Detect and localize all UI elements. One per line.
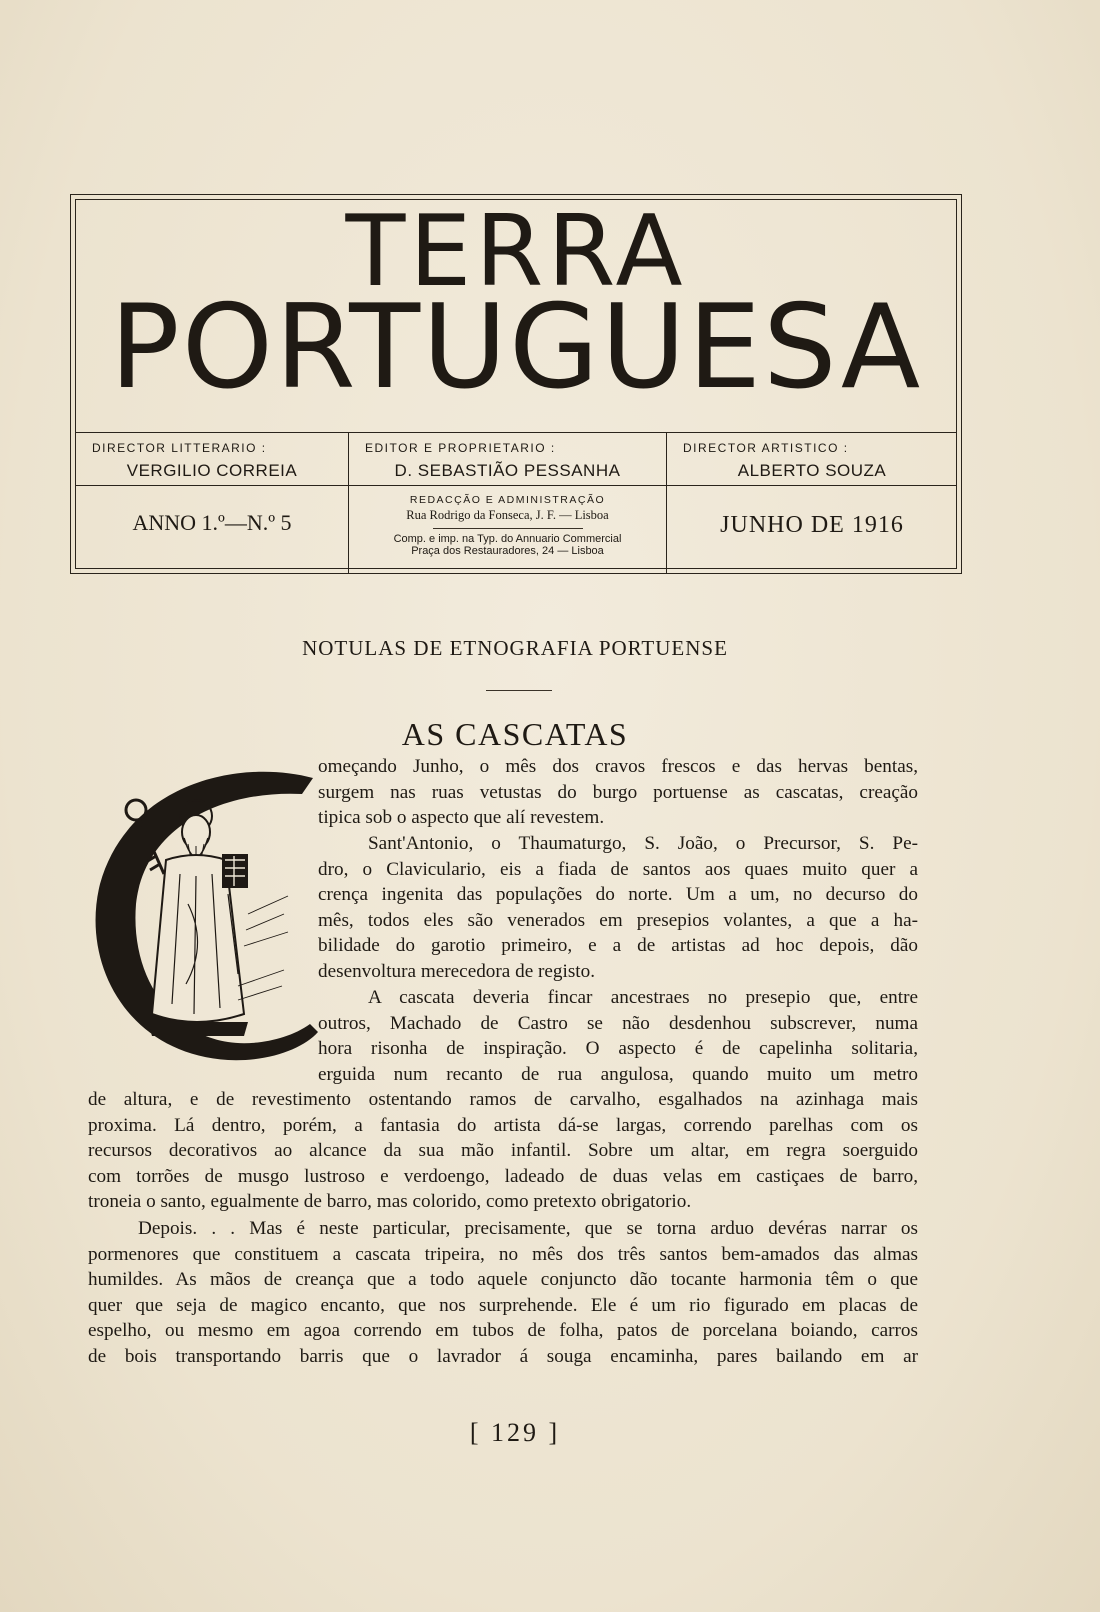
title-line-1: TERRA <box>345 195 687 309</box>
text-line: surgem nas ruas vetustas do burgo portuense as cascatas, creação <box>318 781 918 803</box>
masthead-info-grid <box>76 432 956 573</box>
director-artistico-role: DIRECTOR ARTISTICO : <box>683 441 849 455</box>
issue-cell <box>76 486 348 566</box>
text-line: espelho, ou mesmo em agoa correndo em tubos de folha, patos de porcelana boiando, carros <box>88 1320 918 1342</box>
page-number: [ 129 ] <box>469 1418 561 1447</box>
printer-line-2: Praça dos Restauradores, 24 — Lisboa <box>411 545 604 557</box>
text-line: hora risonha de inspiração. O aspecto é de capelinha solitaria, <box>318 1038 918 1060</box>
editor <box>349 433 666 485</box>
text-line: dro, o Claviculario, eis a fiada de santos aos quaes muito quer a <box>318 858 918 880</box>
director-litterario-role: DIRECTOR LITTERARIO : <box>92 441 267 455</box>
text-line: de bois transportando barris que o lavrador á souga encaminha, pares bailando em ar <box>88 1345 918 1367</box>
divider <box>433 528 583 529</box>
printer-line-1: Comp. e imp. na Typ. do Annuario Commercial <box>393 533 622 545</box>
text-line: troneia o santo, egualmente de barro, mas colorido, como pretexto obrigatorio. <box>88 1191 692 1213</box>
director-artistico <box>667 433 957 485</box>
section-title: NOTULAS DE ETNOGRAFIA PORTUENSE <box>302 636 728 660</box>
paragraph-4 <box>88 1216 918 1370</box>
text-line: de altura, e de revestimento ostentando ramos de carvalho, esgalhados na azinhaga mais <box>88 1089 918 1110</box>
article-title: AS CASCATAS <box>401 716 629 752</box>
text-line: omeçando Junho, o mês dos cravos frescos e das hervas bentas, <box>318 756 918 777</box>
redaccao-label: REDACÇÃO E ADMINISTRAÇÃO <box>409 494 606 506</box>
text-line: recursos decorativos ao alcance da sua mão infantil. Sobre um altar, em regra soerguido <box>88 1140 918 1162</box>
text-line: desenvoltura merecedora de registo. <box>318 960 596 982</box>
issue-number: ANNO 1.º—N.º 5 <box>132 510 292 535</box>
text-line: outros, Machado de Castro se não desdenhou subscrever, numa <box>318 1012 918 1034</box>
issue-date: JUNHO DE 1916 <box>720 512 904 538</box>
text-line: A cascata deveria fincar ancestraes no presepio que, entre <box>368 987 918 1008</box>
text-line: Depois. . . Mas é neste particular, precisamente, que se torna arduo devéras narrar os <box>138 1218 918 1239</box>
paragraph-3-continued <box>88 1087 918 1215</box>
masthead <box>70 194 962 574</box>
paragraph-3-indented <box>318 985 918 1087</box>
date-cell <box>667 486 957 566</box>
text-line: bilidade do garotio primeiro, e a de artistas ad hoc depois, dão <box>318 935 918 957</box>
paragraph-2 <box>318 831 918 985</box>
text-line: pormenores que constituem a cascata tripeira, no mês dos três santos bem-amados das almas <box>88 1243 918 1265</box>
text-line: erguida num recanto de rua angulosa, quando muito um metro <box>318 1063 918 1085</box>
redaccao-address: Rua Rodrigo da Fonseca, J. F. — Lisboa <box>406 508 609 522</box>
editor-name: D. SEBASTIÃO PESSANHA <box>394 461 621 480</box>
redaccao-cell <box>349 486 666 566</box>
masthead-frame <box>75 195 957 569</box>
saint-peter-illustration-icon <box>88 764 324 1064</box>
text-line: crença ingenita das populações do norte. Um a um, no decurso do <box>318 884 918 906</box>
director-litterario-name: VERGILIO CORREIA <box>126 461 298 480</box>
text-line: quer que seja de magico encanto, que nos surprehende. Ele é um rio figurado em placas de <box>88 1294 918 1316</box>
text-line: proxima. Lá dentro, porém, a fantasia do artista dá-se largas, correndo parelhas com os <box>88 1114 918 1136</box>
editor-role: EDITOR E PROPRIETARIO : <box>365 441 556 455</box>
journal-title <box>76 195 956 422</box>
text-line: tipica sob o aspecto que alí revestem. <box>318 807 605 829</box>
director-artistico-name: ALBERTO SOUZA <box>737 461 887 480</box>
title-rule <box>486 690 552 691</box>
text-line: humildes. As mãos de creança que a todo aquele conjuncto dão tocante harmonia têm o que <box>88 1269 918 1291</box>
illuminated-initial <box>88 764 324 1064</box>
text-line: com torrões de musgo lustroso e verdoengo, ladeado de duas velas em castiçaes de barro, <box>88 1165 918 1187</box>
director-litterario <box>76 433 348 485</box>
paragraph-1 <box>318 754 918 831</box>
title-line-2: PORTUGUESA <box>109 280 923 415</box>
text-line: Sant'Antonio, o Thaumaturgo, S. João, o Precursor, S. Pe- <box>368 833 918 854</box>
text-line: mês, todos eles são venerados em presepios volantes, a que a ha- <box>318 909 918 931</box>
